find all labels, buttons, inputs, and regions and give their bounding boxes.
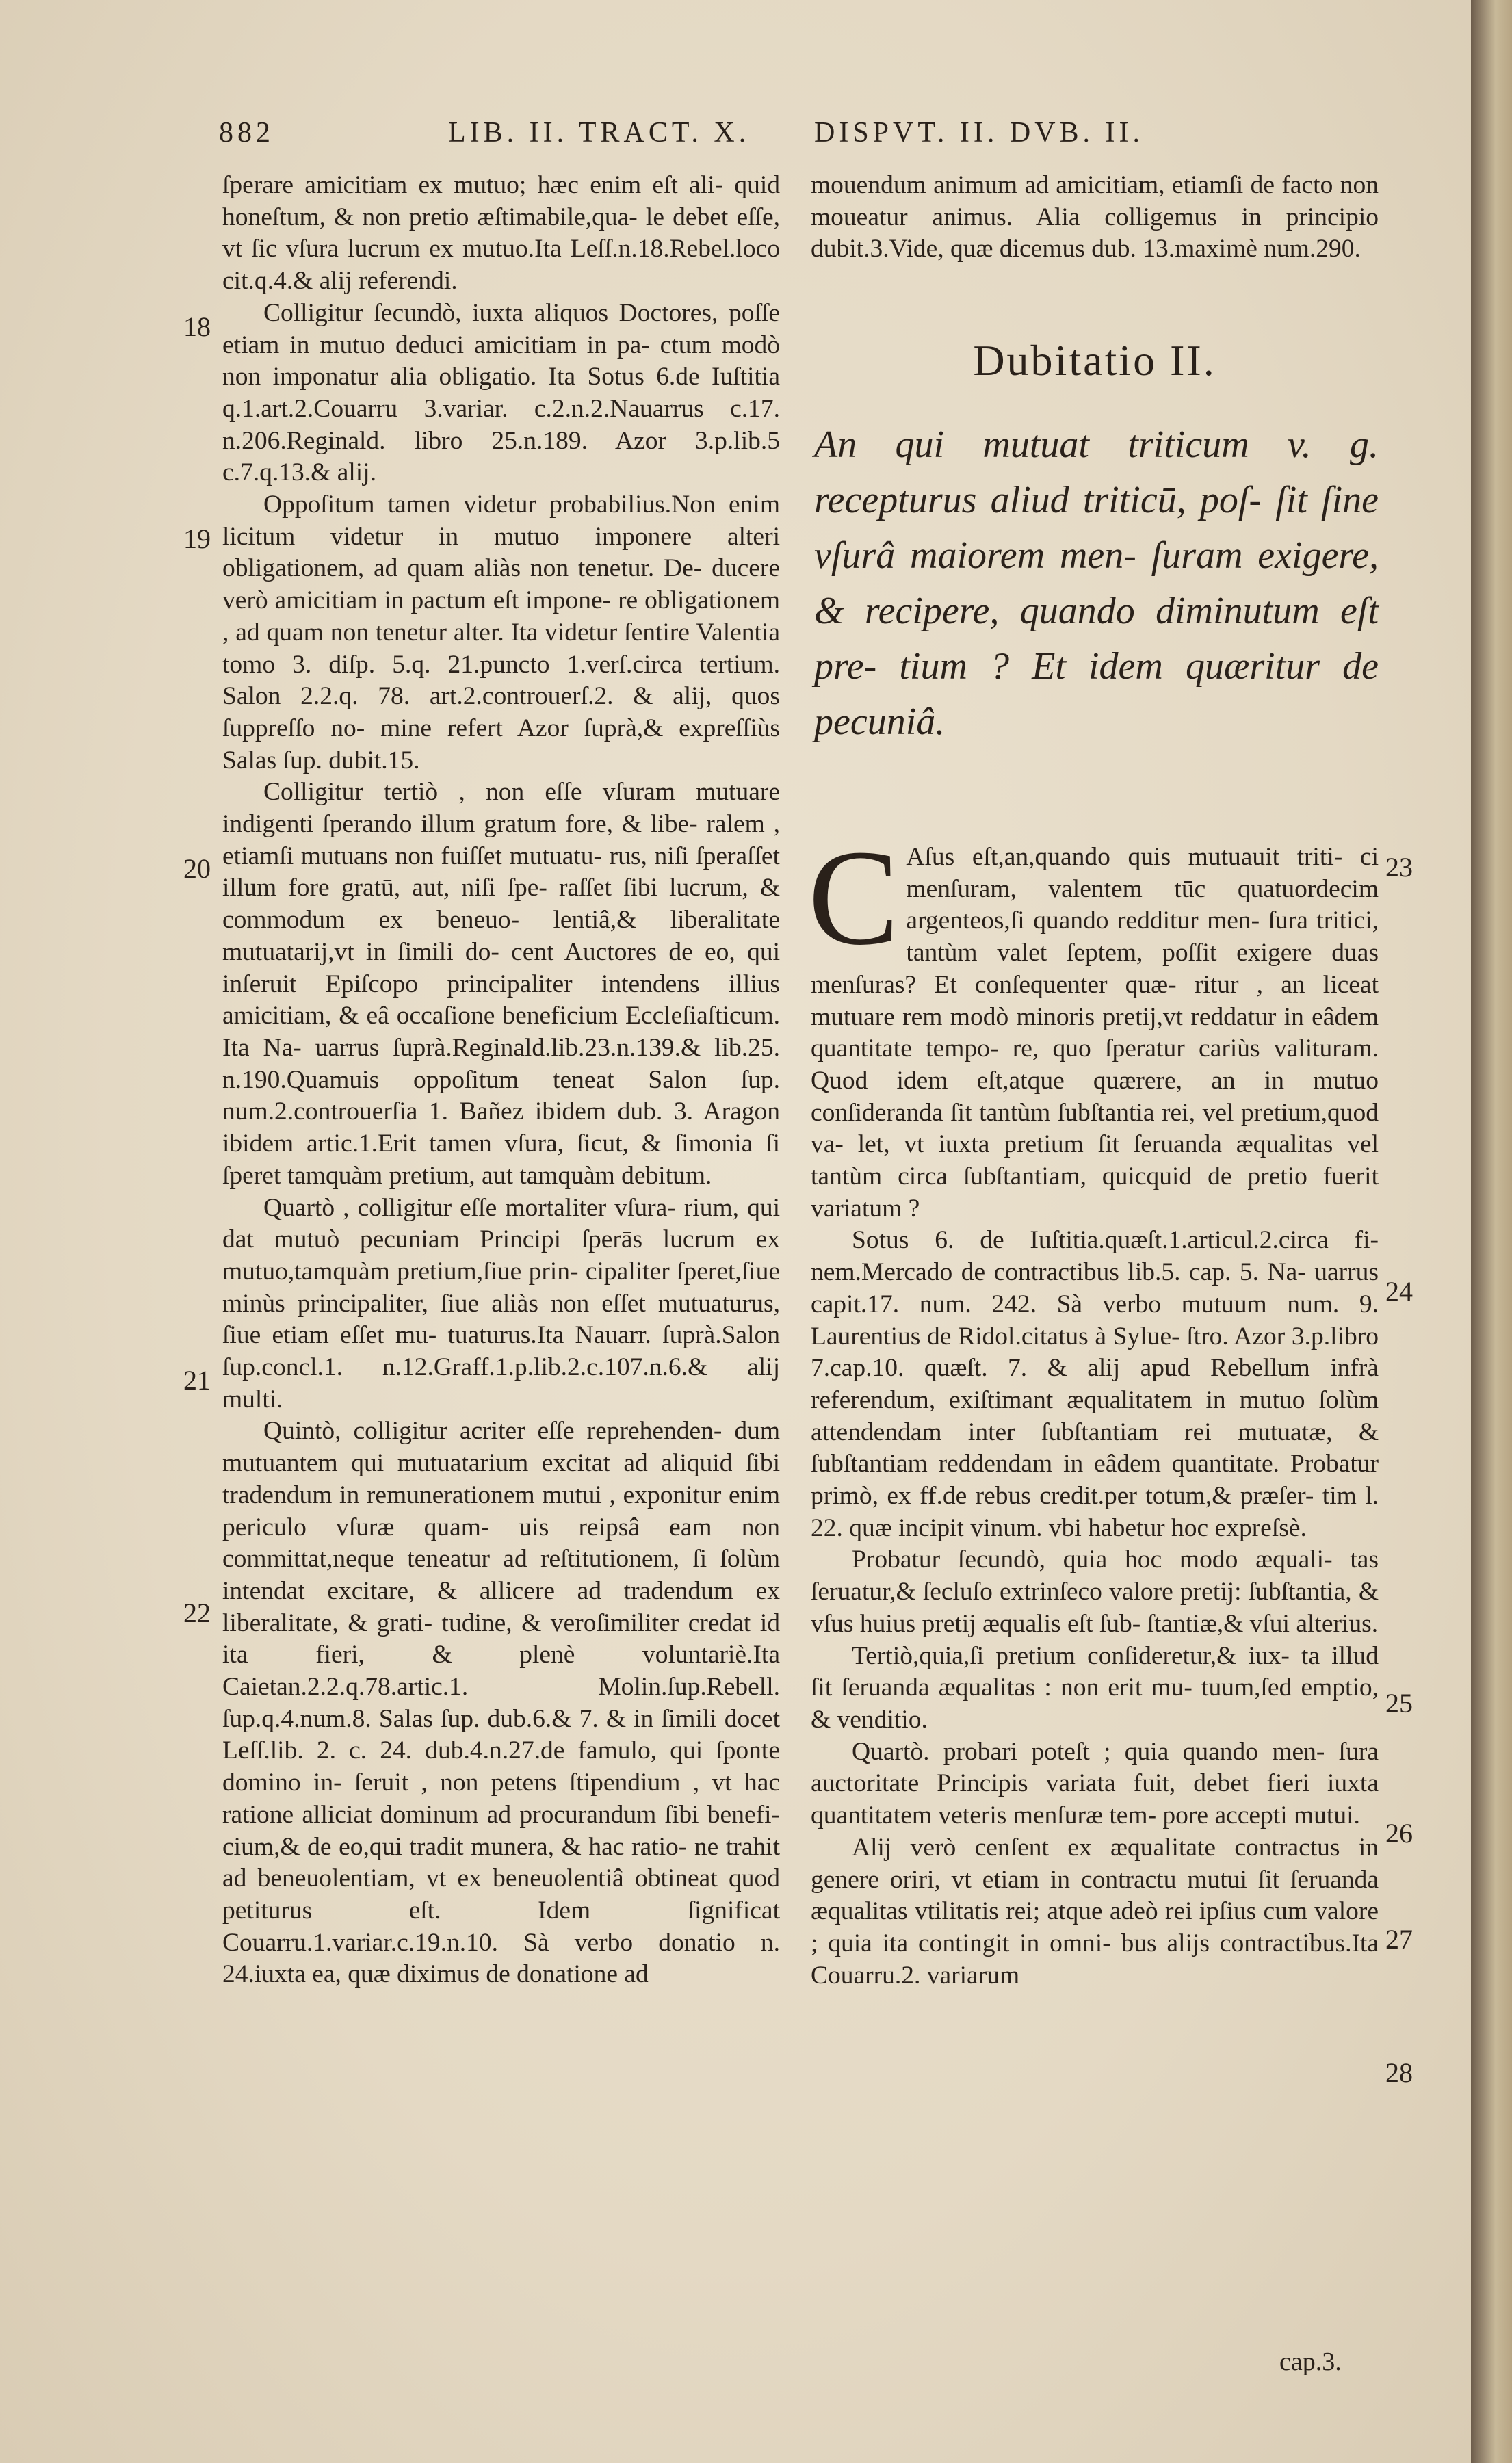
- paragraph: Tertiò,quia,ſi pretium conſideretur,& iux- ta illud ſit ſeruanda æqualitas : non erit mu- tuum,ſed emptio, & venditio.: [811, 1641, 1379, 1734]
- running-title-left: LIB. II. TRACT. X.: [448, 117, 751, 148]
- paragraph: Colligitur ſecundò, iuxta aliquos Doctores, poſſe etiam in mutuo deduci amicitiam in pa- ctum modò non imponatur alia obligatio. Ita Sotus 6.de Iuſtitia q.1.art.2.Couarru 3.variar. c.2.n.2.Nauarrus c.17. n.206.Reginald. libro 25.n.189. Azor 3.p.lib.5 c.7.q.13.& alij.: [222, 298, 780, 487]
- book-edge: [1471, 0, 1512, 2463]
- dubitatio-heading: Dubitatio II.: [973, 336, 1216, 385]
- paragraph: Sotus 6. de Iuſtitia.quæſt.1.articul.2.circa fi- nem.Mercado de contractibus lib.5. cap. 5. Na- uarrus capit.17. num. 242. Sà verbo mutuum num. 9. Laurentius de Ridol.citatus à Sylue- ſtro. Azor 3.p.libro 7.cap.10. quæſt. 7. & alij apud Rebellum infrà referendum, exiſtimant æqualitatem in mutuo ſolùm attendendam inter ſubſtantiam rei mutuatæ, & ſubſtantiam reddendam in eâdem quantitate. Probatur primò, ex ff.de rebus credit.per totum,& præſer- tim l. 22. quæ incipit vinum. vbi habetur hoc expreſsè.: [811, 1226, 1379, 1542]
- right-column-body: [808, 822, 1379, 1992]
- drop-cap: C: [808, 822, 900, 974]
- question-heading: An qui mutuat triticum v. g. recepturus aliud triticū, poſ- ſit ſine vſurâ maiorem men- ſuram exigere, & recipere, quando diminutum eſt pre- tium ? Et idem quæritur de pecuniâ.: [814, 423, 1379, 743]
- paragraph: Oppoſitum tamen videtur probabilius.Non enim licitum videtur in mutuo imponere alteri obligationem, ad quam aliàs non tenetur. De- ducere verò amicitiam in pactum eſt impone- re obligationem , ad quam non tenetur alter. Ita videtur ſentire Valentia tomo 3. diſp. 5.q. 21.puncto 1.verſ.circa tertium. Salon 2.2.q. 78. art.2.controuerſ.2. & alij, quos ſuppreſſo no- mine refert Azor ſuprà,& expreſſiùs Salas ſup. dubit.15.: [222, 491, 780, 774]
- paragraph: Quartò , colligitur eſſe mortaliter vſura- rium, qui dat mutuò pecuniam Principi ſperās lucrum ex mutuo,tamquàm pretium,ſiue prin- cipaliter ſperet,ſiue minùs principaliter, ſiue aliàs non eſſet mutuaturus, ſiue etiam eſſet mu- tuaturus.Ita Nauarr. ſuprà.Salon ſup.concl.1. n.12.Graff.1.p.lib.2.c.107.n.6.& alij multi.: [222, 1193, 780, 1413]
- paragraph: Quartò. probari poteſt ; quia quando men- ſura auctoritate Principis variata fuit, debet fieri iuxta quantitatem veteris menſuræ tem- pore accepti mutui.: [811, 1737, 1379, 1830]
- margin-number: 27: [1385, 1924, 1413, 1955]
- left-column: [222, 170, 780, 1991]
- paragraph-text: Aſus eſt,an,quando quis mutuauit triti- ci menſuram, valentem tūc quatuordecim argenteos,ſi quando redditur men- ſura tritici, tantùm valet ſeptem, poſſit exigere duas menſuras? Et conſequenter quæ- ritur , an liceat mutuare rem modò minoris pretij,vt reddatur in eâdem quantitate tempo- re, quo ſperatur cariùs valituram. Quod idem eſt,atque quærere, an in mutuo conſideranda ſit tantùm ſubſtantia rei, vel pretium,quod va- let, vt iuxta pretium ſit ſeruanda æqualitas vel tantùm circa ſubſtantiam, quicquid de pretio fuerit variatum ?: [811, 843, 1379, 1223]
- paragraph: mouendum animum ad amicitiam, etiamſi de facto non moueatur animus. Alia colligemus in principio dubit.3.Vide, quæ dicemus dub. 13.maximè num.290.: [811, 171, 1379, 263]
- paragraph: Probatur ſecundò, quia hoc modo æquali- tas ſeruatur,& ſecluſo extrinſeco valore pretij: ſubſtantia, & vſus huius pretij æqualis eſt ſub- ſtantiæ,& vſui alterius.: [811, 1546, 1379, 1638]
- margin-number: 18: [183, 311, 211, 342]
- margin-number: 19: [183, 523, 211, 554]
- paragraph: Colligitur tertiò , non eſſe vſuram mutuare indigenti ſperando illum gratum fore, & libe- ralem , etiamſi mutuans non fuiſſet mutuatu- rus, niſi ſperaſſet illum fore gratū, aut, niſi ſpe- raſſet ſibi lucrum, & commodum ex beneuo- lentiâ,& liberalitate mutuatarij,vt in ſimili do- cent Auctores de eo, qui inſeruit Epiſcopo principaliter intendens illius amicitiam, & eâ occaſione beneficium Eccleſiaſticum. Ita Na- uarrus ſuprà.Reginald.lib.23.n.139.& lib.25. n.190.Quamuis oppoſitum teneat Salon ſup. num.2.controuerſia 1. Bañez ibidem dub. 3. Aragon ibidem artic.1.Erit tamen vſura, ſicut, & ſimonia ſi ſperet tamquàm pretium, aut tamquàm debitum.: [222, 778, 780, 1190]
- margin-number: 23: [1385, 852, 1413, 883]
- right-column-intro: [811, 170, 1379, 265]
- page-number: 882: [219, 117, 274, 148]
- paragraph: ſperare amicitiam ex mutuo; hæc enim eſt ali- quid honeſtum, & non pretio æſtimabile,qua- le debet eſſe, vt ſic vſura lucrum ex mutuo.Ita Leſſ.n.18.Rebel.loco cit.q.4.& alij referendi.: [222, 171, 780, 296]
- paragraph: Alij verò cenſent ex æqualitate contractus in genere oriri, vt etiam in contractu mutui ſit ſeruanda æqualitas vtilitatis rei; atque adeò rei ipſius cum valore ; quia ita contingit in omni- bus alijs contractibus.Ita Couarru.2. variarum: [811, 1833, 1379, 1990]
- running-title-right: DISPVT. II. DVB. II.: [814, 117, 1145, 148]
- paragraph: Quintò, colligitur acriter eſſe reprehenden- dum mutuantem qui mutuatarium excitat ad aliquid ſibi tradendum in remunerationem mutui , exponitur enim periculo vſuræ quam- uis reipsâ eam non committat,neque teneatur ad reſtitutionem, ſi ſolùm intendat excitare, & allicere ad tradendum ex liberalitate, & grati- tudine, & veroſimiliter credat id ita fieri, & plenè voluntariè.Ita Caietan.2.2.q.78.artic.1. Molin.ſup.Rebell. ſup.q.4.num.8. Salas ſup. dub.6.& 7. & in ſimili docet Leſſ.lib. 2. c. 24. dub.4.n.27.de famulo, qui ſponte domino in- ſeruit , non petens ſtipendium , vt hac ratione alliciat dominum ad procurandum ſibi benefi- cium,& de eo,qui tradit munera, & hac ratio- ne trahit ad beneuolentiam, vt ex beneuolentiâ obtineat quod petiturus eſt. Idem ſignificat Couarru.1.variar.c.19.n.10. Sà verbo donatio n. 24.iuxta ea, quæ diximus de donatione ad: [222, 1417, 780, 1989]
- running-header: [219, 116, 1382, 164]
- catchword: cap.3.: [1279, 2347, 1342, 2376]
- margin-number: 24: [1385, 1276, 1413, 1307]
- margin-number: 28: [1385, 2057, 1413, 2088]
- margin-number: 21: [183, 1365, 211, 1396]
- margin-number: 25: [1385, 1688, 1413, 1719]
- margin-number: 22: [183, 1598, 211, 1628]
- margin-number: 26: [1385, 1818, 1413, 1849]
- paragraph: [808, 822, 1379, 1225]
- margin-number: 20: [183, 853, 211, 884]
